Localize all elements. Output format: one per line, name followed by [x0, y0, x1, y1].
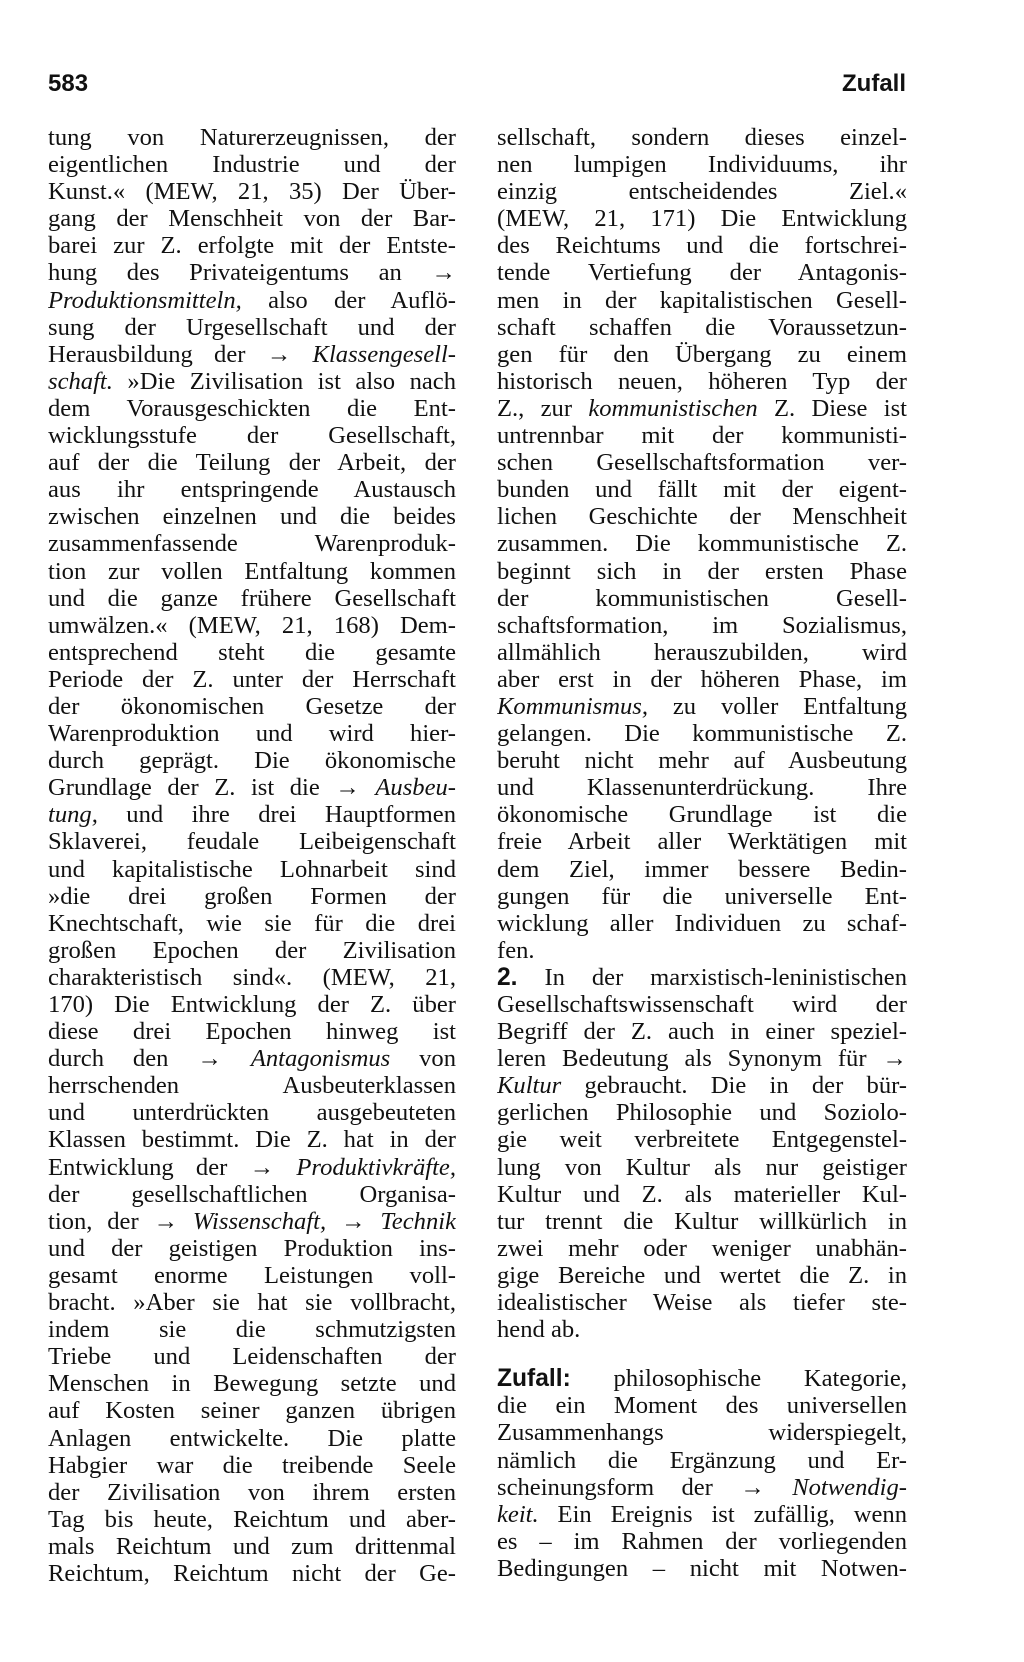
text-run: Entwicklung der →: [48, 1153, 297, 1181]
text-line: [497, 1235, 907, 1262]
text-line: [48, 1235, 456, 1262]
text-line: [48, 1560, 456, 1587]
italic-term: kommunistischen: [588, 394, 758, 422]
text-run: die ein Moment des universellen: [497, 1392, 907, 1420]
text-line: [497, 259, 907, 286]
text-line: [48, 232, 456, 259]
text-line: [497, 666, 907, 693]
bold-term: 2.: [497, 963, 518, 991]
text-run: nen lumpigen Individuums, ihr: [497, 151, 907, 179]
text-line: [48, 287, 456, 314]
text-run: beruht nicht mehr auf Ausbeutung: [497, 747, 907, 775]
text-run: 170) Die Entwicklung der Z. über: [48, 991, 456, 1018]
text-line: [48, 476, 456, 503]
text-run: diese drei Epochen hinweg ist: [48, 1018, 456, 1046]
text-line: [48, 937, 456, 964]
text-run: Sklaverei, feudale Leibeigenschaft: [48, 828, 456, 856]
text-run: Triebe und Leidenschaften der: [48, 1343, 456, 1371]
text-run: und kapitalistische Lohnarbeit sind: [48, 855, 456, 883]
text-run: Zusammenhangs widerspiegelt,: [497, 1419, 907, 1447]
text-line: [497, 341, 907, 368]
text-line: [48, 1154, 456, 1181]
text-line: [497, 1419, 907, 1446]
text-line: [48, 883, 456, 910]
text-run: einzig entscheidendes Ziel.«: [497, 178, 907, 206]
text-line: [48, 1289, 456, 1316]
text-run: Kunst.« (MEW, 21, 35) Der Über-: [48, 178, 456, 206]
text-run: ökonomische Grundlage ist die: [497, 801, 907, 829]
bold-term: Zufall:: [497, 1365, 571, 1393]
text-run: des Reichtums und die fortschrei-: [497, 232, 907, 260]
text-run: sung der Urgesellschaft und der: [48, 313, 456, 341]
page-number: 583: [48, 70, 89, 97]
text-run: gang der Menschheit von der Bar-: [48, 205, 456, 233]
italic-term: tung,: [48, 801, 98, 829]
text-run: wicklung aller Individuen zu schaf-: [497, 909, 907, 937]
text-run: nämlich die Ergänzung und Er-: [497, 1446, 907, 1474]
text-line: [497, 558, 907, 585]
text-run: philosophische Kategorie,: [570, 1365, 907, 1393]
text-run: aber erst in der höheren Phase, im: [497, 665, 907, 693]
text-run: untrennbar mit der kommunisti-: [497, 422, 907, 450]
text-run: gige Bereiche und wertet die Z. in: [497, 1261, 907, 1289]
text-line: [497, 1181, 907, 1208]
text-line: [48, 1425, 456, 1452]
text-line: [48, 124, 456, 151]
text-line: [48, 530, 456, 557]
text-run: barei zur Z. erfolgte mit der Entste-: [48, 232, 456, 260]
text-run: sellschaft, sondern dieses einzel-: [497, 124, 907, 151]
text-run: Gesellschaftswissenschaft wird der: [497, 991, 907, 1018]
text-line: [497, 449, 907, 476]
text-run: men in der kapitalistischen Gesell-: [497, 286, 907, 314]
text-run: zwei mehr oder weniger unabhän-: [497, 1234, 907, 1262]
text-line: [48, 774, 456, 801]
text-run: lung von Kultur als nur geistiger: [497, 1153, 907, 1181]
text-run: von: [390, 1045, 456, 1073]
text-run: schen Gesellschaftsformation ver-: [497, 449, 907, 477]
text-run: Begriff der Z. auch in einer speziel-: [497, 1018, 907, 1046]
text-line: [497, 612, 907, 639]
italic-term: Produktionsmitteln,: [48, 286, 242, 314]
text-run: wicklungsstufe der Gesellschaft,: [48, 422, 456, 450]
text-run: Kultur und Z. als materieller Kul-: [497, 1180, 907, 1208]
text-line: [497, 1099, 907, 1126]
text-line: [48, 964, 456, 991]
text-line: [48, 1181, 456, 1208]
text-line: [48, 1397, 456, 1424]
text-line: [497, 232, 907, 259]
text-run: gerlichen Philosophie und Soziolo-: [497, 1099, 907, 1127]
text-run: zusammenfassende Warenproduk-: [48, 530, 456, 558]
text-run: leren Bedeutung als Synonym für →: [497, 1045, 907, 1073]
text-run: schaftsformation, im Sozialismus,: [497, 611, 907, 639]
text-run: indem sie die schmutzigsten: [48, 1316, 456, 1344]
text-line: [48, 1262, 456, 1289]
text-run: durch den →: [48, 1045, 251, 1073]
text-run: tung von Naturerzeugnissen, der: [48, 124, 456, 151]
italic-term: keit.: [497, 1500, 539, 1528]
text-line: [48, 585, 456, 612]
italic-term: Notwendig-: [792, 1473, 907, 1501]
text-run: Tag bis heute, Reichtum und aber-: [48, 1505, 456, 1533]
text-run: und die ganze frühere Gesellschaft: [48, 584, 456, 612]
text-run: charakteristisch sind«. (MEW, 21,: [48, 963, 456, 991]
text-run: Knechtschaft, wie sie für die drei: [48, 909, 456, 937]
text-run: gungen für die universelle Ent-: [497, 882, 907, 910]
italic-term: Kommunismus,: [497, 692, 648, 720]
text-line: [497, 1528, 907, 1555]
text-line: [48, 1316, 456, 1343]
text-run: Klassen bestimmt. Die Z. hat in der: [48, 1126, 456, 1154]
text-run: beginnt sich in der ersten Phase: [497, 557, 907, 585]
text-line: [48, 151, 456, 178]
text-line: [48, 1343, 456, 1370]
text-run: Anlagen entwickelte. Die platte: [48, 1424, 456, 1452]
text-line: [48, 422, 456, 449]
text-line: [497, 1126, 907, 1153]
text-line: [497, 856, 907, 883]
italic-term: Technik: [380, 1207, 456, 1235]
text-line: [48, 341, 456, 368]
text-line: [48, 503, 456, 530]
text-run: historisch neuen, höheren Typ der: [497, 367, 907, 395]
text-run: bracht. »Aber sie hat sie vollbracht,: [48, 1289, 456, 1317]
text-run: und ihre drei Hauptformen: [97, 801, 456, 829]
text-run: aus ihr entspringende Austausch: [48, 476, 456, 504]
text-run: dem Vorausgeschickten die Ent-: [48, 394, 456, 422]
text-line: [497, 1289, 907, 1316]
text-run: tion zur vollen Entfaltung kommen: [48, 557, 456, 585]
text-run: der kommunistischen Gesell-: [497, 584, 907, 612]
text-line: [497, 1501, 907, 1528]
text-line: [48, 1045, 456, 1072]
text-line: [48, 693, 456, 720]
text-line: [497, 883, 907, 910]
text-line: [497, 585, 907, 612]
text-run: zwischen einzelnen und die beides: [48, 503, 456, 531]
text-line: [497, 910, 907, 937]
text-line: [497, 1018, 907, 1045]
text-line: [48, 449, 456, 476]
text-run: Warenproduktion und wird hier-: [48, 720, 456, 748]
text-line: [497, 124, 907, 151]
text-run: auf der die Teilung der Arbeit, der: [48, 449, 456, 477]
text-line: [497, 1045, 907, 1072]
text-run: tion, der →: [48, 1207, 193, 1235]
text-line: [48, 205, 456, 232]
text-line: [48, 991, 456, 1018]
text-run: Menschen in Bewegung setzte und: [48, 1370, 456, 1398]
text-line: [48, 395, 456, 422]
text-line: [48, 1208, 456, 1235]
text-run: lichen Geschichte der Menschheit: [497, 503, 907, 531]
text-run: idealistischer Weise als tiefer ste-: [497, 1289, 907, 1317]
text-line: [48, 558, 456, 585]
text-line: [48, 368, 456, 395]
text-line: [48, 1479, 456, 1506]
text-line: [497, 314, 907, 341]
text-run: allmählich herauszubilden, wird: [497, 638, 907, 666]
text-run: gebraucht. Die in der bür-: [561, 1072, 907, 1100]
left-column: [48, 124, 456, 1587]
text-line: [48, 828, 456, 855]
text-run: der Zivilisation von ihrem ersten: [48, 1478, 456, 1506]
italic-term: schaft.: [48, 367, 113, 395]
text-line: [497, 991, 907, 1018]
text-run: schaft schaffen die Voraussetzun-: [497, 313, 907, 341]
text-line: [497, 287, 907, 314]
text-line: [497, 964, 907, 991]
text-run: dem Ziel, immer bessere Bedin-: [497, 855, 907, 883]
page-header: [48, 70, 906, 110]
text-line: [497, 1262, 907, 1289]
text-run: und unterdrückten ausgebeuteten: [48, 1099, 456, 1127]
text-line: [497, 693, 907, 720]
text-line: [497, 828, 907, 855]
text-run: Grundlage der Z. ist die →: [48, 774, 376, 802]
text-run: der gesellschaftlichen Organisa-: [48, 1180, 456, 1208]
italic-term: Antagonismus: [250, 1045, 391, 1073]
text-line: [497, 1365, 907, 1392]
text-line: [48, 856, 456, 883]
text-line: [48, 801, 456, 828]
text-line: [48, 1506, 456, 1533]
text-run: durch geprägt. Die ökonomische: [48, 747, 456, 775]
text-line: [497, 1447, 907, 1474]
text-run: es – im Rahmen der vorliegenden: [497, 1527, 907, 1555]
text-line: [48, 1072, 456, 1099]
text-run: Z., zur: [497, 394, 589, 422]
text-run: entsprechend steht die gesamte: [48, 638, 456, 666]
text-run: eigentlichen Industrie und der: [48, 151, 456, 179]
text-run: (MEW, 21, 171) Die Entwicklung: [497, 205, 907, 233]
text-line: [497, 1555, 907, 1582]
text-run: freie Arbeit aller Werktätigen mit: [497, 828, 907, 856]
italic-term: Ausbeu-: [375, 774, 456, 802]
text-run: und der geistigen Produktion ins-: [48, 1234, 456, 1262]
text-run: »die drei großen Formen der: [48, 882, 456, 910]
text-line: [48, 1370, 456, 1397]
text-run: gesamt enorme Leistungen voll-: [48, 1261, 456, 1289]
text-line: [48, 612, 456, 639]
text-run: umwälzen.« (MEW, 21, 168) Dem-: [48, 611, 456, 639]
text-line: [48, 1452, 456, 1479]
text-line: [48, 314, 456, 341]
text-line: [497, 1208, 907, 1235]
text-line: [497, 720, 907, 747]
text-line: [497, 937, 907, 964]
text-line: [497, 476, 907, 503]
text-run: großen Epochen der Zivilisation: [48, 936, 456, 964]
right-column: [497, 124, 907, 1582]
text-line: [48, 639, 456, 666]
text-line: [48, 747, 456, 774]
text-run: fen.: [497, 936, 535, 964]
text-run: In der marxistisch-leninistischen: [517, 963, 907, 991]
text-line: [48, 259, 456, 286]
text-line: [497, 747, 907, 774]
text-run: zu voller Entfaltung: [648, 692, 907, 720]
text-line: [48, 1126, 456, 1153]
text-run: Z. Diese ist: [757, 394, 907, 422]
text-line: [48, 720, 456, 747]
text-run: Ein Ereignis ist zufällig, wenn: [538, 1500, 907, 1528]
text-run: Bedingungen – nicht mit Notwen-: [497, 1554, 907, 1582]
text-run: auf Kosten seiner ganzen übrigen: [48, 1397, 456, 1425]
text-line: [497, 1343, 907, 1365]
text-run: Herausbildung der →: [48, 340, 313, 368]
text-line: [497, 801, 907, 828]
text-line: [497, 422, 907, 449]
text-line: [497, 1316, 907, 1343]
text-line: [497, 1474, 907, 1501]
text-line: [48, 666, 456, 693]
text-run: also der Auflö-: [241, 286, 456, 314]
text-line: [48, 1099, 456, 1126]
italic-term: Produktivkräfte,: [296, 1153, 456, 1181]
header-keyword: Zufall: [842, 70, 906, 97]
text-run: zusammen. Die kommunistische Z.: [497, 530, 907, 558]
text-run: der ökonomischen Gesetze der: [48, 692, 456, 720]
text-line: [48, 178, 456, 205]
text-run: gie weit verbreitete Entgegenstel-: [497, 1126, 907, 1154]
text-run: hend ab.: [497, 1316, 581, 1344]
text-line: [497, 530, 907, 557]
text-line: [497, 178, 907, 205]
text-run: Habgier war die treibende Seele: [48, 1451, 456, 1479]
italic-term: Kultur: [497, 1072, 562, 1100]
text-line: [48, 1018, 456, 1045]
text-run: tur trennt die Kultur willkürlich in: [497, 1207, 907, 1235]
text-line: [497, 1392, 907, 1419]
text-run: scheinungsform der →: [497, 1473, 793, 1501]
text-line: [48, 1533, 456, 1560]
italic-term: Wissenschaft,: [192, 1207, 327, 1235]
text-run: Reichtum, Reichtum nicht der Ge-: [48, 1559, 456, 1587]
text-line: [48, 910, 456, 937]
text-line: [497, 151, 907, 178]
text-line: [497, 395, 907, 422]
text-run: gen für den Übergang zu einem: [497, 340, 907, 368]
text-run: und Klassenunterdrückung. Ihre: [497, 774, 907, 802]
text-line: [497, 503, 907, 530]
text-run: »Die Zivilisation ist also nach: [112, 367, 456, 395]
text-line: [497, 1072, 907, 1099]
text-line: [497, 774, 907, 801]
text-run: herrschenden Ausbeuterklassen: [48, 1072, 456, 1100]
text-line: [497, 639, 907, 666]
text-line: [497, 368, 907, 395]
text-run: gelangen. Die kommunistische Z.: [497, 720, 907, 748]
text-line: [497, 1154, 907, 1181]
text-run: mals Reichtum und zum drittenmal: [48, 1532, 456, 1560]
italic-term: Klassengesell-: [312, 340, 456, 368]
text-line: [497, 205, 907, 232]
text-run: hung des Privateigentums an →: [48, 259, 456, 287]
text-run: bunden und fällt mit der eigent-: [497, 476, 907, 504]
text-run: →: [326, 1207, 381, 1235]
text-run: Periode der Z. unter der Herrschaft: [48, 665, 456, 693]
text-run: tende Vertiefung der Antagonis-: [497, 259, 907, 287]
